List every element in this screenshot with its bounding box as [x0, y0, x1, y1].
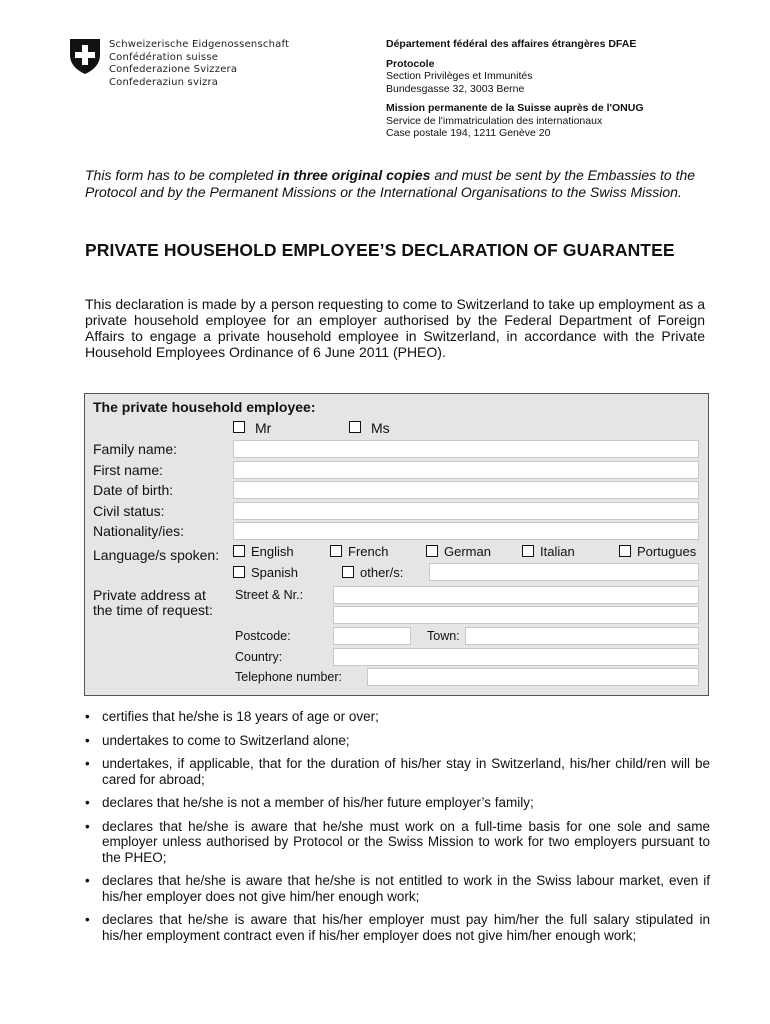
- family-name-field[interactable]: [233, 440, 699, 458]
- german-label: German: [444, 544, 491, 559]
- list-item: • declares that he/she is not a member of his/her future employer’s family;: [85, 795, 710, 811]
- list-item: • declares that he/she is aware that his/her employer must pay him/her the full salary stipulated in his/her employment contract even if his/her employer does not give him/her enough work;: [85, 912, 710, 943]
- confederation-de: Schweizerische Eidgenossenschaft: [109, 39, 290, 50]
- mission-line: Service de l'immatriculation des internationaux: [386, 114, 603, 127]
- intro-paragraph: This declaration is made by a person requesting to come to Switzerland to take up employment as a private household employee for an employer authorised by the Federal Department of Foreign Affairs to engage a private household employee in Switzerland, in accordance with the Private Household Employees Ordinance of 6 June 2011 (PHEO).: [85, 296, 705, 360]
- ms-label: Ms: [371, 420, 390, 436]
- other-language-label: other/s:: [360, 565, 404, 580]
- list-item: • declares that he/she is aware that he/she must work on a full-time basis for one sole and same employer unless authorised by Protocol or the Swiss Mission to work for two employers pursuant to the PHEO;: [85, 819, 710, 866]
- list-item: • certifies that he/she is 18 years of age or over;: [85, 709, 710, 725]
- employee-form: [84, 393, 709, 696]
- protocol-title: Protocole: [386, 57, 435, 70]
- form-heading: The private household employee:: [93, 399, 316, 415]
- first-name-label: First name:: [93, 462, 164, 478]
- other-language-checkbox[interactable]: [342, 566, 354, 578]
- italian-checkbox[interactable]: [522, 545, 534, 557]
- spanish-label: Spanish: [251, 565, 298, 580]
- spanish-checkbox[interactable]: [233, 566, 245, 578]
- list-item: • undertakes to come to Switzerland alone;: [85, 733, 710, 749]
- town-field[interactable]: [465, 627, 699, 645]
- civil-status-field[interactable]: [233, 502, 699, 520]
- department-address: [386, 38, 746, 140]
- notice-emphasis: in three original copies: [277, 167, 431, 183]
- address-label: the time of request:: [93, 602, 213, 618]
- other-language-field[interactable]: [429, 563, 699, 581]
- confederation-rm: Confederaziun svizra: [109, 76, 219, 88]
- country-label: Country:: [235, 650, 283, 664]
- telephone-label: Telephone number:: [235, 670, 343, 684]
- address-label: Private address at: [93, 587, 206, 603]
- english-label: English: [251, 544, 294, 559]
- confederation-names: [109, 39, 289, 89]
- notice-text: and must be sent by the Embassies to the Protocol and by the Permanent Missions or the International Organisations to the Swiss Mission.: [85, 167, 696, 200]
- civil-status-label: Civil status:: [93, 503, 165, 519]
- english-checkbox[interactable]: [233, 545, 245, 557]
- french-checkbox[interactable]: [330, 545, 342, 557]
- postcode-field[interactable]: [333, 627, 411, 645]
- date-of-birth-field[interactable]: [233, 481, 699, 499]
- country-field[interactable]: [333, 648, 699, 666]
- confederation-it: Confederazione Svizzera: [109, 64, 238, 75]
- protocol-line: Section Privilèges et Immunités: [386, 70, 533, 82]
- town-label: Town:: [427, 629, 460, 643]
- confederation-fr: Confédération suisse: [109, 51, 219, 63]
- list-item: • declares that he/she is aware that he/she is not entitled to work in the Swiss labour market, even if his/her employer does not give him/her enough work;: [85, 873, 710, 904]
- portugues-label: Portugues: [637, 544, 697, 559]
- family-name-label: Family name:: [93, 441, 178, 457]
- street-field-line-2[interactable]: [333, 606, 699, 624]
- portugues-checkbox[interactable]: [619, 545, 631, 557]
- protocol-line: Bundesgasse 32, 3003 Berne: [386, 82, 525, 95]
- first-name-field[interactable]: [233, 461, 699, 479]
- nationality-field[interactable]: [233, 522, 699, 540]
- italian-label: Italian: [540, 544, 575, 559]
- declaration-list: [85, 709, 710, 951]
- submission-notice: [85, 167, 725, 201]
- mr-checkbox[interactable]: [233, 421, 245, 433]
- page-title: PRIVATE HOUSEHOLD EMPLOYEE’S DECLARATION OF GUARANTEE: [85, 240, 675, 260]
- street-label: Street & Nr.:: [235, 588, 304, 602]
- mission-title: Mission permanente de la Suisse auprès de l'ONUG: [386, 102, 644, 114]
- street-field[interactable]: [333, 586, 699, 604]
- swiss-coat-of-arms-icon: [68, 37, 102, 75]
- postcode-label: Postcode:: [235, 629, 291, 643]
- languages-label: Language/s spoken:: [93, 547, 220, 563]
- department-name: Département fédéral des affaires étrangères DFAE: [386, 38, 637, 50]
- mission-line: Case postale 194, 1211 Genève 20: [386, 127, 551, 139]
- list-item: • undertakes, if applicable, that for the duration of his/her stay in Switzerland, his/her child/ren will be cared for abroad;: [85, 756, 710, 787]
- notice-text: This form has to be completed: [85, 167, 278, 183]
- german-checkbox[interactable]: [426, 545, 438, 557]
- french-label: French: [348, 544, 389, 559]
- ms-checkbox[interactable]: [349, 421, 361, 433]
- nationality-label: Nationality/ies:: [93, 523, 185, 539]
- mr-label: Mr: [255, 420, 272, 436]
- date-of-birth-label: Date of birth:: [93, 482, 174, 498]
- telephone-field[interactable]: [367, 668, 699, 686]
